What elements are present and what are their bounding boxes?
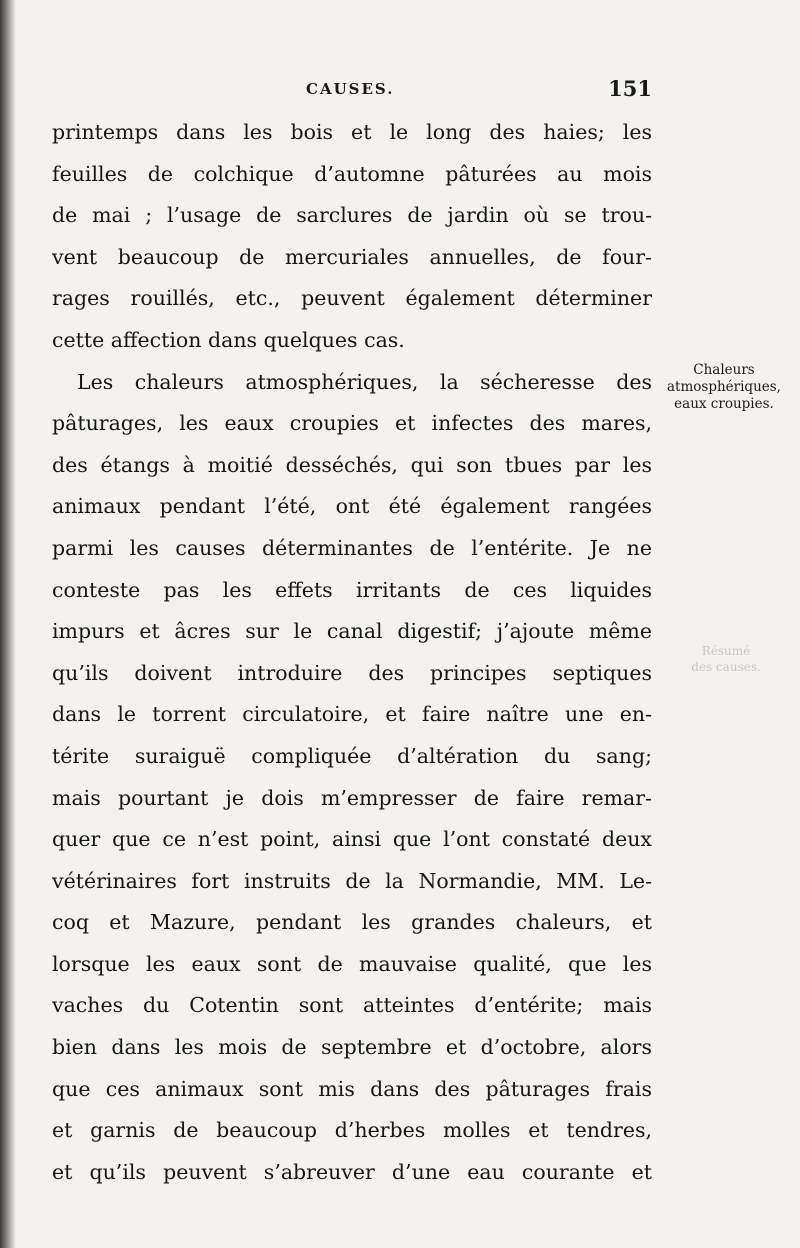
text-line: lorsque les eaux sont de mauvaise qualité, que les: [52, 951, 652, 976]
text-line: coq et Mazure, pendant les grandes chaleurs, et: [52, 910, 652, 935]
show-through-line: des causes.: [691, 660, 761, 674]
text-line: et garnis de beaucoup d’herbes molles et tendres,: [52, 1118, 652, 1143]
text-line: qu’ils doivent introduire des principes septiques: [52, 660, 652, 685]
text-line: que ces animaux sont mis dans des pâturages frais: [52, 1076, 652, 1101]
binding-shadow: [0, 0, 16, 1248]
text-line: bien dans les mois de septembre et d’octobre, alors: [52, 1035, 652, 1060]
text-line: conteste pas les effets irritants de ces liquides: [52, 577, 652, 602]
margin-note-line: Chaleurs: [693, 362, 755, 378]
text-line: de mai ; l’usage de sarclures de jardin où se trou-: [52, 203, 652, 228]
show-through-line: Résumé: [701, 644, 751, 658]
text-line: vent beaucoup de mercuriales annuelles, de four-: [52, 244, 652, 269]
text-line: quer que ce n’est point, ainsi que l’ont constaté deux: [52, 827, 652, 852]
text-line: pâturages, les eaux croupies et infectes des mares,: [52, 411, 652, 436]
body-text: [52, 112, 652, 1193]
text-line: térite suraiguë compliquée d’altération du sang;: [52, 743, 652, 768]
margin-note-line: atmosphériques,: [667, 379, 781, 395]
text-line: vétérinaires fort instruits de la Normandie, MM. Le-: [52, 868, 652, 893]
page-number: 151: [608, 76, 652, 101]
text-line: vaches du Cotentin sont atteintes d’entérite; mais: [52, 993, 652, 1018]
text-line: impurs et âcres sur le canal digestif; j’ajoute même: [52, 619, 652, 644]
text-line: printemps dans les bois et le long des haies; les: [52, 120, 652, 144]
text-line: rages rouillés, etc., peuvent également déterminer: [52, 286, 652, 311]
margin-note: [660, 362, 788, 413]
text-line: parmi les causes déterminantes de l’entérite. Je ne: [52, 535, 652, 560]
page-header: [52, 76, 652, 106]
text-line: dans le torrent circulatoire, et faire naître une en-: [52, 702, 652, 727]
text-line: des étangs à moitié desséchés, qui son tbues par les: [52, 452, 652, 477]
text-line: Les chaleurs atmosphériques, la sécheresse des: [77, 369, 652, 394]
text-line: et qu’ils peuvent s’abreuver d’une eau courante et: [52, 1159, 652, 1184]
show-through-margin-note: [676, 643, 776, 675]
text-line: feuilles de colchique d’automne pâturées au mois: [52, 161, 652, 186]
text-line: animaux pendant l’été, ont été également rangées: [52, 494, 652, 519]
running-head: CAUSES.: [306, 80, 395, 98]
margin-note-line: eaux croupies.: [674, 396, 774, 412]
text-line: cette affection dans quelques cas.: [52, 327, 405, 352]
text-line: mais pourtant je dois m’empresser de faire remar-: [52, 785, 652, 810]
